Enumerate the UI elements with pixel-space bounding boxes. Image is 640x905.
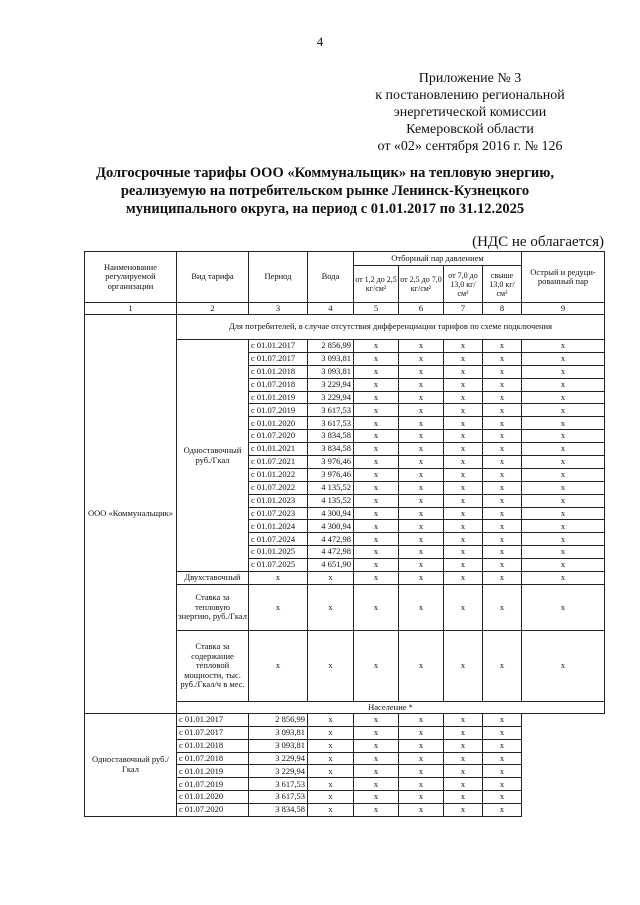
x-cell: x (444, 584, 483, 630)
x-cell: x (399, 378, 444, 391)
x-cell: x (308, 804, 354, 817)
x-cell: x (354, 456, 399, 469)
x-cell: x (308, 713, 354, 726)
page-number: 4 (316, 34, 324, 49)
x-cell: x (354, 481, 399, 494)
period-cell: с 01.01.2019 (177, 765, 249, 778)
x-cell: x (522, 546, 605, 559)
x-cell: x (483, 533, 522, 546)
x-cell: x (308, 739, 354, 752)
water-tariff-cell: 4 300,94 (308, 520, 354, 533)
water-tariff-cell: 3 229,94 (308, 391, 354, 404)
header-pressure-3: от 7,0 до 13,0 кг/см² (444, 266, 483, 303)
appendix-line: энергетической комиссии (393, 105, 547, 120)
header-pressure-2: от 2,5 до 7,0 кг/см² (399, 266, 444, 303)
x-cell: x (522, 559, 605, 572)
x-cell: x (483, 404, 522, 417)
x-cell: x (399, 752, 444, 765)
x-cell: x (354, 778, 399, 791)
x-cell: x (483, 378, 522, 391)
x-cell: x (522, 572, 605, 585)
period-cell: с 01.01.2017 (177, 713, 249, 726)
x-cell: x (444, 391, 483, 404)
x-cell: x (522, 417, 605, 430)
x-cell: x (522, 378, 605, 391)
col-number: 3 (249, 303, 308, 315)
x-cell: x (483, 778, 522, 791)
x-cell: x (444, 507, 483, 520)
x-cell: x (444, 713, 483, 726)
period-cell: с 01.07.2020 (177, 804, 249, 817)
x-cell: x (483, 559, 522, 572)
water-tariff-cell: 2 856,99 (308, 340, 354, 353)
x-cell: x (444, 417, 483, 430)
x-cell: x (483, 765, 522, 778)
x-cell: x (399, 559, 444, 572)
x-cell: x (483, 468, 522, 481)
x-cell: x (354, 752, 399, 765)
appendix-line: к постановлению региональной (375, 88, 565, 103)
x-cell: x (354, 584, 399, 630)
x-cell: x (399, 391, 444, 404)
period-cell: с 01.07.2019 (177, 778, 249, 791)
x-cell: x (483, 726, 522, 739)
x-cell: x (444, 430, 483, 443)
x-cell: x (354, 739, 399, 752)
water-tariff-cell: 4 135,52 (308, 494, 354, 507)
water-tariff-cell: 3 093,81 (249, 739, 308, 752)
water-tariff-cell: 3 617,53 (249, 778, 308, 791)
x-cell: x (444, 468, 483, 481)
x-cell: x (354, 726, 399, 739)
x-cell: x (522, 352, 605, 365)
x-cell: x (444, 365, 483, 378)
x-cell: x (354, 430, 399, 443)
header-pressure-1: от 1,2 до 2,5 кг/см² (354, 266, 399, 303)
x-cell: x (483, 481, 522, 494)
x-cell: x (483, 352, 522, 365)
x-cell: x (399, 417, 444, 430)
x-cell: x (483, 791, 522, 804)
period-cell: с 01.01.2017 (249, 340, 308, 353)
x-cell: x (354, 340, 399, 353)
x-cell: x (522, 468, 605, 481)
rate-capacity-label: Ставка за содержание тепловой мощности, тыс. руб./Гкал/ч в мес. (177, 630, 249, 701)
header-org: Наименование регулируемой организации (85, 252, 177, 303)
col-number: 6 (399, 303, 444, 315)
x-cell: x (483, 546, 522, 559)
x-cell: x (444, 765, 483, 778)
x-cell: x (399, 456, 444, 469)
x-cell: x (399, 468, 444, 481)
x-cell: x (354, 365, 399, 378)
x-cell: x (522, 481, 605, 494)
x-cell: x (399, 739, 444, 752)
document-title (90, 164, 560, 218)
period-cell: с 01.07.2019 (249, 404, 308, 417)
x-cell: x (399, 546, 444, 559)
x-cell: x (483, 391, 522, 404)
period-cell: с 01.01.2020 (249, 417, 308, 430)
x-cell: x (522, 365, 605, 378)
table-row (85, 713, 605, 726)
x-cell: x (354, 507, 399, 520)
x-cell: x (444, 739, 483, 752)
x-cell: x (483, 430, 522, 443)
water-tariff-cell: 3 093,81 (249, 726, 308, 739)
x-cell: x (249, 630, 308, 701)
x-cell: x (354, 352, 399, 365)
x-cell: x (444, 752, 483, 765)
water-tariff-cell: 3 617,53 (249, 791, 308, 804)
x-cell: x (399, 340, 444, 353)
period-cell: с 01.01.2021 (249, 443, 308, 456)
x-cell: x (354, 494, 399, 507)
period-cell: с 01.07.2022 (249, 481, 308, 494)
x-cell: x (399, 791, 444, 804)
org-name-cell: ООО «Коммунальщик» (85, 315, 177, 714)
appendix-line: Приложение № 3 (418, 71, 522, 86)
x-cell: x (249, 584, 308, 630)
x-cell: x (444, 546, 483, 559)
x-cell: x (354, 765, 399, 778)
x-cell: x (399, 584, 444, 630)
x-cell: x (522, 391, 605, 404)
x-cell: x (354, 443, 399, 456)
x-cell: x (399, 365, 444, 378)
x-cell: x (399, 533, 444, 546)
x-cell: x (354, 533, 399, 546)
x-cell: x (354, 417, 399, 430)
x-cell: x (399, 765, 444, 778)
x-cell: x (444, 630, 483, 701)
x-cell: x (522, 533, 605, 546)
x-cell: x (444, 494, 483, 507)
vat-note: (НДС не облагается) (472, 234, 604, 250)
x-cell: x (308, 791, 354, 804)
x-cell: x (483, 365, 522, 378)
tariff-table (84, 251, 605, 817)
col-number: 8 (483, 303, 522, 315)
period-cell: с 01.07.2025 (249, 559, 308, 572)
period-cell: с 01.01.2024 (249, 520, 308, 533)
x-cell: x (522, 520, 605, 533)
water-tariff-cell: 4 135,52 (308, 481, 354, 494)
x-cell: x (399, 507, 444, 520)
x-cell: x (354, 378, 399, 391)
water-tariff-cell: 3 834,58 (308, 443, 354, 456)
water-tariff-cell: 3 093,81 (308, 365, 354, 378)
x-cell: x (249, 572, 308, 585)
water-tariff-cell: 3 834,58 (308, 430, 354, 443)
x-cell: x (483, 713, 522, 726)
x-cell: x (444, 456, 483, 469)
water-tariff-cell: 3 976,46 (308, 456, 354, 469)
period-cell: с 01.07.2018 (249, 378, 308, 391)
water-tariff-cell: 3 617,53 (308, 404, 354, 417)
x-cell: x (444, 352, 483, 365)
x-cell: x (399, 778, 444, 791)
col-number: 9 (522, 303, 605, 315)
x-cell: x (399, 804, 444, 817)
x-cell: x (399, 404, 444, 417)
water-tariff-cell: 3 229,94 (308, 378, 354, 391)
x-cell: x (308, 630, 354, 701)
x-cell: x (483, 584, 522, 630)
x-cell: x (444, 404, 483, 417)
x-cell: x (399, 494, 444, 507)
header-water: Вода (308, 252, 354, 303)
appendix-line: от «02» сентября 2016 г. № 126 (377, 139, 563, 154)
water-tariff-cell: 4 472,98 (308, 533, 354, 546)
header-period: Период (249, 252, 308, 303)
period-cell: с 01.01.2018 (249, 365, 308, 378)
tariff-type-single-rate: Одноставочный руб./Гкал (85, 713, 177, 816)
appendix-line: Кемеровской области (406, 122, 534, 137)
x-cell: x (483, 520, 522, 533)
x-cell: x (308, 584, 354, 630)
x-cell: x (483, 630, 522, 701)
period-cell: с 01.01.2023 (249, 494, 308, 507)
x-cell: x (354, 404, 399, 417)
x-cell: x (444, 481, 483, 494)
header-tariff-type: Вид тарифа (177, 252, 249, 303)
x-cell: x (522, 507, 605, 520)
x-cell: x (444, 443, 483, 456)
x-cell: x (522, 456, 605, 469)
x-cell: x (483, 494, 522, 507)
tariff-type-two-rate: Двухставочный (177, 572, 249, 585)
appendix-block (330, 70, 610, 155)
period-cell: с 01.07.2018 (177, 752, 249, 765)
period-cell: с 01.01.2022 (249, 468, 308, 481)
x-cell: x (444, 340, 483, 353)
x-cell: x (399, 443, 444, 456)
title-line: Долгосрочные тарифы ООО «Коммунальщик» на тепловую энергию, (96, 165, 554, 181)
x-cell: x (308, 752, 354, 765)
x-cell: x (354, 791, 399, 804)
period-cell: с 01.07.2017 (249, 352, 308, 365)
x-cell: x (483, 739, 522, 752)
water-tariff-cell: 3 834,58 (249, 804, 308, 817)
water-tariff-cell: 4 472,98 (308, 546, 354, 559)
x-cell: x (444, 520, 483, 533)
x-cell: x (399, 726, 444, 739)
water-tariff-cell: 2 856,99 (249, 713, 308, 726)
x-cell: x (444, 726, 483, 739)
period-cell: с 01.07.2017 (177, 726, 249, 739)
x-cell: x (444, 572, 483, 585)
col-number: 5 (354, 303, 399, 315)
x-cell: x (354, 546, 399, 559)
header-pressure-4: свыше 13,0 кг/см² (483, 266, 522, 303)
x-cell: x (522, 340, 605, 353)
x-cell: x (399, 520, 444, 533)
period-cell: с 01.07.2023 (249, 507, 308, 520)
x-cell: x (483, 417, 522, 430)
title-line: муниципального округа, на период с 01.01.2017 по 31.12.2025 (125, 201, 525, 217)
x-cell: x (522, 430, 605, 443)
period-cell: с 01.01.2019 (249, 391, 308, 404)
x-cell: x (308, 726, 354, 739)
water-tariff-cell: 4 651,90 (308, 559, 354, 572)
x-cell: x (308, 778, 354, 791)
x-cell: x (399, 630, 444, 701)
col-number: 7 (444, 303, 483, 315)
x-cell: x (354, 713, 399, 726)
x-cell: x (483, 443, 522, 456)
period-cell: с 01.01.2018 (177, 739, 249, 752)
x-cell: x (354, 572, 399, 585)
x-cell: x (399, 713, 444, 726)
x-cell: x (483, 456, 522, 469)
x-cell: x (522, 494, 605, 507)
x-cell: x (399, 481, 444, 494)
x-cell: x (444, 559, 483, 572)
title-line: реализуемую на потребительском рынке Ленинск-Кузнецкого (120, 183, 530, 199)
period-cell: с 01.01.2025 (249, 546, 308, 559)
period-cell: с 01.07.2020 (249, 430, 308, 443)
water-tariff-cell: 3 229,94 (249, 765, 308, 778)
x-cell: x (399, 572, 444, 585)
x-cell: x (522, 584, 605, 630)
x-cell: x (444, 804, 483, 817)
x-cell: x (308, 572, 354, 585)
water-tariff-cell: 3 617,53 (308, 417, 354, 430)
x-cell: x (444, 778, 483, 791)
period-cell: с 01.07.2024 (249, 533, 308, 546)
x-cell: x (354, 804, 399, 817)
header-sharp-steam: Острый и редуци-рованный пар (522, 252, 605, 303)
period-cell: с 01.01.2020 (177, 791, 249, 804)
x-cell: x (483, 804, 522, 817)
x-cell: x (444, 791, 483, 804)
section-title-population: Население * (177, 701, 605, 713)
x-cell: x (354, 468, 399, 481)
col-number: 2 (177, 303, 249, 315)
x-cell: x (483, 572, 522, 585)
x-cell: x (308, 765, 354, 778)
x-cell: x (399, 430, 444, 443)
x-cell: x (444, 378, 483, 391)
water-tariff-cell: 3 976,46 (308, 468, 354, 481)
water-tariff-cell: 4 300,94 (308, 507, 354, 520)
x-cell: x (354, 559, 399, 572)
period-cell: с 01.07.2021 (249, 456, 308, 469)
x-cell: x (354, 391, 399, 404)
x-cell: x (483, 752, 522, 765)
water-tariff-cell: 3 093,81 (308, 352, 354, 365)
header-steam-group: Отборный пар давлением (354, 252, 522, 266)
x-cell: x (354, 520, 399, 533)
x-cell: x (483, 340, 522, 353)
col-number: 1 (85, 303, 177, 315)
col-number: 4 (308, 303, 354, 315)
tariff-type-single-rate: Одноставочный руб./Гкал (177, 340, 249, 572)
water-tariff-cell: 3 229,94 (249, 752, 308, 765)
x-cell: x (399, 352, 444, 365)
x-cell: x (522, 630, 605, 701)
x-cell: x (522, 404, 605, 417)
x-cell: x (522, 443, 605, 456)
section-title-consumers: Для потребителей, в случае отсутствия дифференциации тарифов по схеме подключения (177, 315, 605, 340)
x-cell: x (483, 507, 522, 520)
x-cell: x (354, 630, 399, 701)
x-cell: x (444, 533, 483, 546)
rate-energy-label: Ставка за тепловую энергию, руб./Гкал (177, 584, 249, 630)
